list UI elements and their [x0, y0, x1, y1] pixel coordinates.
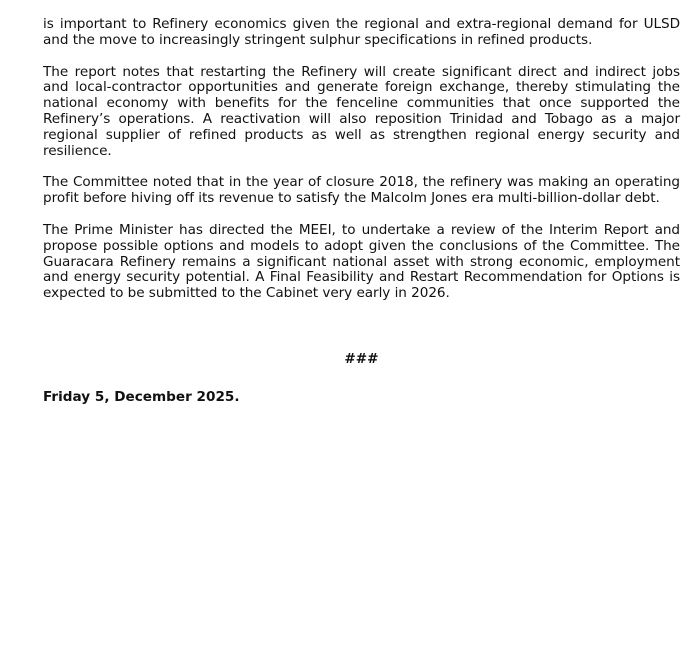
paragraph-committee-profit: The Committee noted that in the year of closure 2018, the refinery was making an operating profit before hiving off its revenue to satisfy the Malcolm Jones era multi-billion-dollar debt.: [43, 174, 680, 207]
document-page: [43, 17, 680, 406]
paragraph-refinery-economics: is important to Refinery economics given the regional and extra-regional demand for ULSD and the move to increasingly stringent sulphur specifications in refined products.: [43, 16, 680, 48]
paragraph-restart-benefits: The report notes that restarting the Refinery will create significant direct and indirect jobs and local-contractor opportunities and generate foreign exchange, thereby stimulating the national economy with benefits for the fenceline communities that once supported the Refinery’s operations. A reactivation will also reposition Trinidad and Tobago as a major regional supplier of refined products as well as strengthen regional energy security and resilience.: [43, 63, 680, 159]
release-date: Friday 5, December 2025.: [43, 388, 240, 405]
paragraph-prime-minister-directive: The Prime Minister has directed the MEEI, to undertake a review of the Interim Report and propose possible options and models to adopt given the conclusions of the Committee. The Guaracara Refinery remains a significant national asset with strong economic, employment and energy security potential. A Final Feasibility and Restart Recommendation for Options is expected to be submitted to the Cabinet very early in 2026.: [43, 221, 680, 302]
end-marker: ###: [344, 350, 379, 367]
